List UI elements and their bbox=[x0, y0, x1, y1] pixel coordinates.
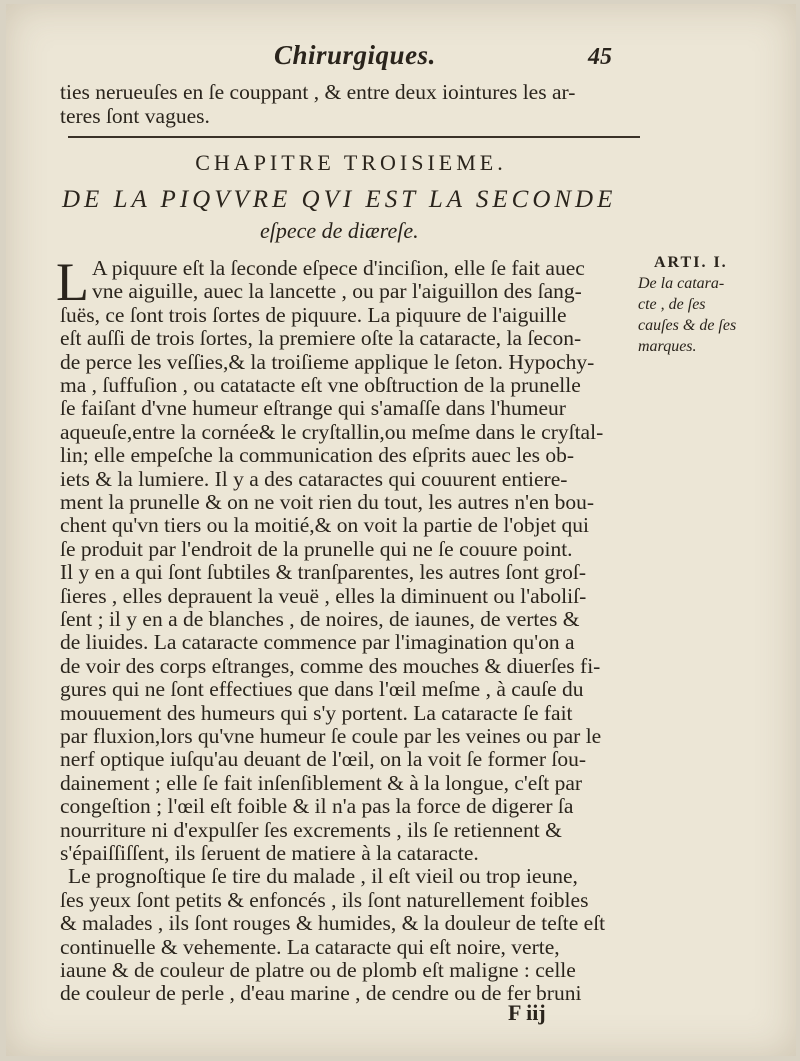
body-line: ſuës, ce ſont trois ſortes de piquure. La piquure de l'aiguille bbox=[60, 302, 567, 327]
body-line: Le prognoſtique ſe tire du malade , il eſt vieil ou trop ieune, bbox=[68, 864, 578, 889]
margin-note bbox=[638, 252, 788, 357]
body-line: ſes yeux ſont petits & enfoncés , ils ſont naturellement foibles bbox=[60, 887, 589, 912]
body-line: ſent ; il y en a de blanches , de noires, de iaunes, de vertes & bbox=[60, 607, 580, 631]
body-line: nourriture ni d'expulſer ſes excrements , ils ſe retiennent & bbox=[60, 817, 562, 842]
signature-mark: F iij bbox=[508, 1000, 546, 1025]
body-line: A piquure eſt la ſeconde eſpece d'inciſion, elle ſe fait auec bbox=[92, 256, 585, 280]
body-line: par fluxion,lors qu'vne humeur ſe coule par les veines ou par le bbox=[60, 724, 602, 748]
page-number: 45 bbox=[588, 44, 612, 70]
margin-note-line: De la catara- bbox=[638, 275, 725, 292]
body-line: nerf optique iuſqu'au deuant de l'œil, on la voit ſe former ſou- bbox=[60, 747, 586, 772]
body-line: vne aiguille, auec la lancette , ou par l'aiguillon des ſang- bbox=[92, 279, 582, 304]
chapter-heading: CHAPITRE TROISIEME. bbox=[195, 150, 507, 175]
body-line: de couleur de perle , d'eau marine , de cendre ou de fer bruni bbox=[60, 981, 582, 1006]
body-line: s'épaiſſiſſent, ils ſeruent de matiere à la cataracte. bbox=[60, 841, 479, 865]
body-line: ma , ſuffuſion , ou catatacte eſt vne obſtruction de la prunelle bbox=[60, 373, 581, 397]
body-line: ſe produit par l'endroit de la prunelle qui ne ſe couure point. bbox=[60, 536, 573, 561]
body-line: dainement ; elle ſe fait inſenſiblement & à la longue, c'eſt par bbox=[60, 770, 583, 795]
body-line: ment la prunelle & on ne voit rien du tout, les autres n'en bou- bbox=[60, 490, 595, 514]
body-line: ſe faiſant d'vne humeur eſtrange qui s'amaſſe dans l'humeur bbox=[60, 396, 566, 421]
body-line: Il y en a qui ſont ſubtiles & tranſparentes, les autres ſont groſ- bbox=[60, 560, 587, 585]
body-line: de liuides. La cataracte commence par l'imagination qu'on a bbox=[60, 630, 575, 655]
chapter-subtitle: eſpece de diæreſe. bbox=[260, 218, 419, 243]
section-rule bbox=[68, 136, 640, 138]
article-label: ARTI. I. bbox=[654, 254, 728, 271]
drop-cap: L bbox=[56, 252, 89, 312]
body-line: iaune & de couleur de platre ou de plomb eſt maligne : celle bbox=[60, 958, 576, 982]
book-page bbox=[6, 4, 796, 1056]
body-line: de voir des corps eſtranges, comme des mouches & diuerſes fi- bbox=[60, 653, 601, 678]
running-head bbox=[6, 40, 796, 80]
body-line: congeſtion ; l'œil eſt foible & il n'a pas la force de digerer ſa bbox=[60, 794, 574, 819]
body-line: eſt auſſi de trois ſortes, la premiere oſte la cataracte, la ſecon- bbox=[60, 326, 582, 351]
body-line: ſieres , elles deprauent la veuë , elles la diminuent ou l'aboliſ- bbox=[60, 583, 587, 608]
body-line: continuelle & vehemente. La cataracte qui eſt noire, verte, bbox=[60, 934, 560, 959]
body-line: chent qu'vn tiers ou la moitié,& on voit la partie de l'objet qui bbox=[60, 513, 590, 538]
carry-over-line: ties nerueuſes en ſe couppant , & entre deux iointures les ar- bbox=[60, 80, 576, 104]
body-line: & malades , ils ſont rouges & humides, & la douleur de teſte eſt bbox=[60, 911, 606, 936]
running-title: Chirurgiques. bbox=[274, 40, 436, 70]
chapter-title: DE LA PIQVVRE QVI EST LA SECONDE bbox=[62, 186, 617, 213]
body-line: iets & la lumiere. Il y a des cataractes qui couurent entiere- bbox=[60, 466, 568, 491]
margin-note-line: marques. bbox=[638, 338, 697, 355]
body-line: lin; elle empeſche la communication des eſprits auec les ob- bbox=[60, 443, 575, 468]
margin-note-line: cauſes & de ſes bbox=[638, 317, 737, 334]
body-line: aqueuſe,entre la cornée& le cryſtallin,ou meſme dans le cryſtal- bbox=[60, 419, 604, 444]
carry-over-line: teres ſont vagues. bbox=[60, 104, 210, 128]
body-line: de perce les veſſies,& la troiſieme applique le ſeton. Hypochy- bbox=[60, 349, 595, 374]
body-line: gures qui ne ſont effectiues que dans l'œil meſme , à cauſe du bbox=[60, 677, 584, 702]
margin-note-line: cte , de ſes bbox=[638, 296, 706, 313]
body-line: mouuement des humeurs qui s'y portent. La cataracte ſe fait bbox=[60, 700, 573, 725]
